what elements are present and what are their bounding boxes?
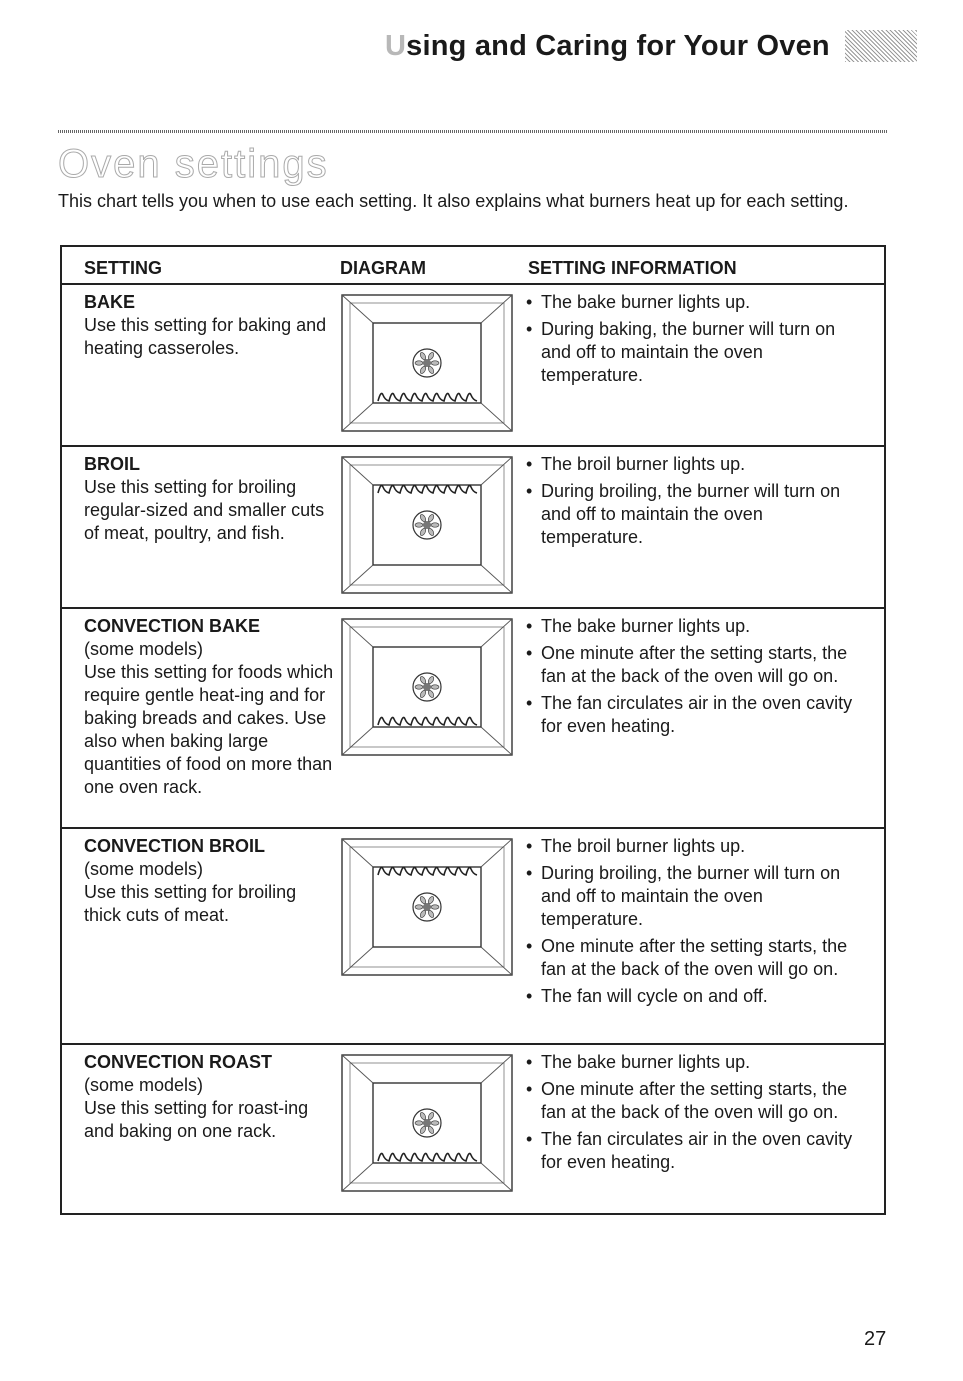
- fan-icon: [413, 893, 441, 921]
- setting-description: Use this setting for baking and heating casseroles.: [84, 315, 327, 358]
- setting-info-item: • The broil burner lights up.: [526, 835, 866, 858]
- setting-cell: [84, 615, 334, 799]
- setting-info-item: • The fan circulates air in the oven cavity for even heating.: [526, 1128, 866, 1174]
- oven-diagram: [340, 617, 514, 757]
- setting-row: [62, 285, 884, 447]
- setting-info-item: • One minute after the setting starts, the fan at the back of the oven will go on.: [526, 1078, 866, 1124]
- setting-description: Use this setting for foods which require gentle heat-ing and for baking breads and cakes. Use also when baking large quantities of food on more than one oven rack.: [84, 662, 334, 797]
- setting-name: BAKE: [84, 292, 136, 312]
- oven-diagram: [340, 293, 514, 433]
- setting-info-item: • The broil burner lights up.: [526, 453, 866, 476]
- dotted-divider: [58, 130, 888, 133]
- setting-info-item: • The fan circulates air in the oven cavity for even heating.: [526, 692, 866, 738]
- header-decoration: [845, 30, 917, 62]
- diagram-cell: [340, 837, 514, 977]
- setting-info-item: • One minute after the setting starts, the fan at the back of the oven will go on.: [526, 642, 866, 688]
- fan-icon: [413, 349, 441, 377]
- fan-icon: [413, 673, 441, 701]
- setting-description: Use this setting for broiling regular-sized and smaller cuts of meat, poultry, and fish.: [84, 477, 325, 543]
- fan-icon: [413, 1109, 441, 1137]
- setting-name: CONVECTION ROAST: [84, 1052, 273, 1072]
- setting-name: CONVECTION BROIL: [84, 836, 266, 856]
- chart-header-row: [62, 247, 884, 285]
- oven-diagram: [340, 455, 514, 595]
- bake-burner-element: [378, 1153, 477, 1161]
- broil-burner-element: [378, 867, 477, 875]
- setting-info-list: [526, 835, 866, 1012]
- setting-availability: (some models): [84, 639, 204, 659]
- oven-diagram: [340, 1053, 514, 1193]
- setting-description: Use this setting for broiling thick cuts of meat.: [84, 882, 297, 925]
- page-header-title: [385, 30, 830, 63]
- header-title-text: sing and Caring for Your Oven: [406, 30, 830, 62]
- oven-diagram: [340, 837, 514, 977]
- setting-info-item: • During baking, the burner will turn on and off to maintain the oven temperature.: [526, 318, 866, 387]
- setting-info-list: [526, 453, 866, 553]
- setting-name: BROIL: [84, 454, 140, 474]
- setting-availability: (some models): [84, 859, 204, 879]
- setting-cell: [84, 1051, 334, 1143]
- fan-icon: [413, 511, 441, 539]
- intro-text: This chart tells you when to use each setting. It also explains what burners heat up for each setting.: [58, 191, 849, 211]
- setting-info-item: • The bake burner lights up.: [526, 1051, 866, 1074]
- diagram-cell: [340, 293, 514, 433]
- column-header-info: SETTING INFORMATION: [528, 258, 737, 278]
- setting-row: [62, 609, 884, 829]
- setting-info-item: • The bake burner lights up.: [526, 615, 866, 638]
- setting-info-item: • During broiling, the burner will turn on and off to maintain the oven temperature.: [526, 480, 866, 549]
- bake-burner-element: [378, 717, 477, 725]
- setting-row: [62, 1045, 884, 1215]
- setting-info-item: • During broiling, the burner will turn on and off to maintain the oven temperature.: [526, 862, 866, 931]
- section-title: Oven settings: [58, 142, 329, 186]
- setting-cell: [84, 835, 334, 927]
- setting-info-list: [526, 291, 866, 391]
- setting-cell: [84, 291, 334, 360]
- setting-info-list: [526, 1051, 866, 1178]
- diagram-cell: [340, 1053, 514, 1193]
- diagram-cell: [340, 617, 514, 757]
- setting-name: CONVECTION BAKE: [84, 616, 261, 636]
- setting-info-item: • One minute after the setting starts, the fan at the back of the oven will go on.: [526, 935, 866, 981]
- setting-row: [62, 447, 884, 609]
- setting-description: Use this setting for roast-ing and baking on one rack.: [84, 1098, 309, 1141]
- setting-info-item: • The bake burner lights up.: [526, 291, 866, 314]
- setting-info-list: [526, 615, 866, 742]
- page-number: 27: [864, 1328, 887, 1350]
- column-header-diagram: DIAGRAM: [340, 258, 426, 278]
- setting-info-item: • The fan will cycle on and off.: [526, 985, 866, 1008]
- setting-availability: (some models): [84, 1075, 204, 1095]
- diagram-cell: [340, 455, 514, 595]
- broil-burner-element: [378, 485, 477, 493]
- header-title-initial: U: [385, 30, 407, 62]
- setting-cell: [84, 453, 334, 545]
- setting-row: [62, 829, 884, 1045]
- bake-burner-element: [378, 393, 477, 401]
- oven-settings-chart: [60, 245, 886, 1215]
- column-header-setting: SETTING: [84, 258, 163, 278]
